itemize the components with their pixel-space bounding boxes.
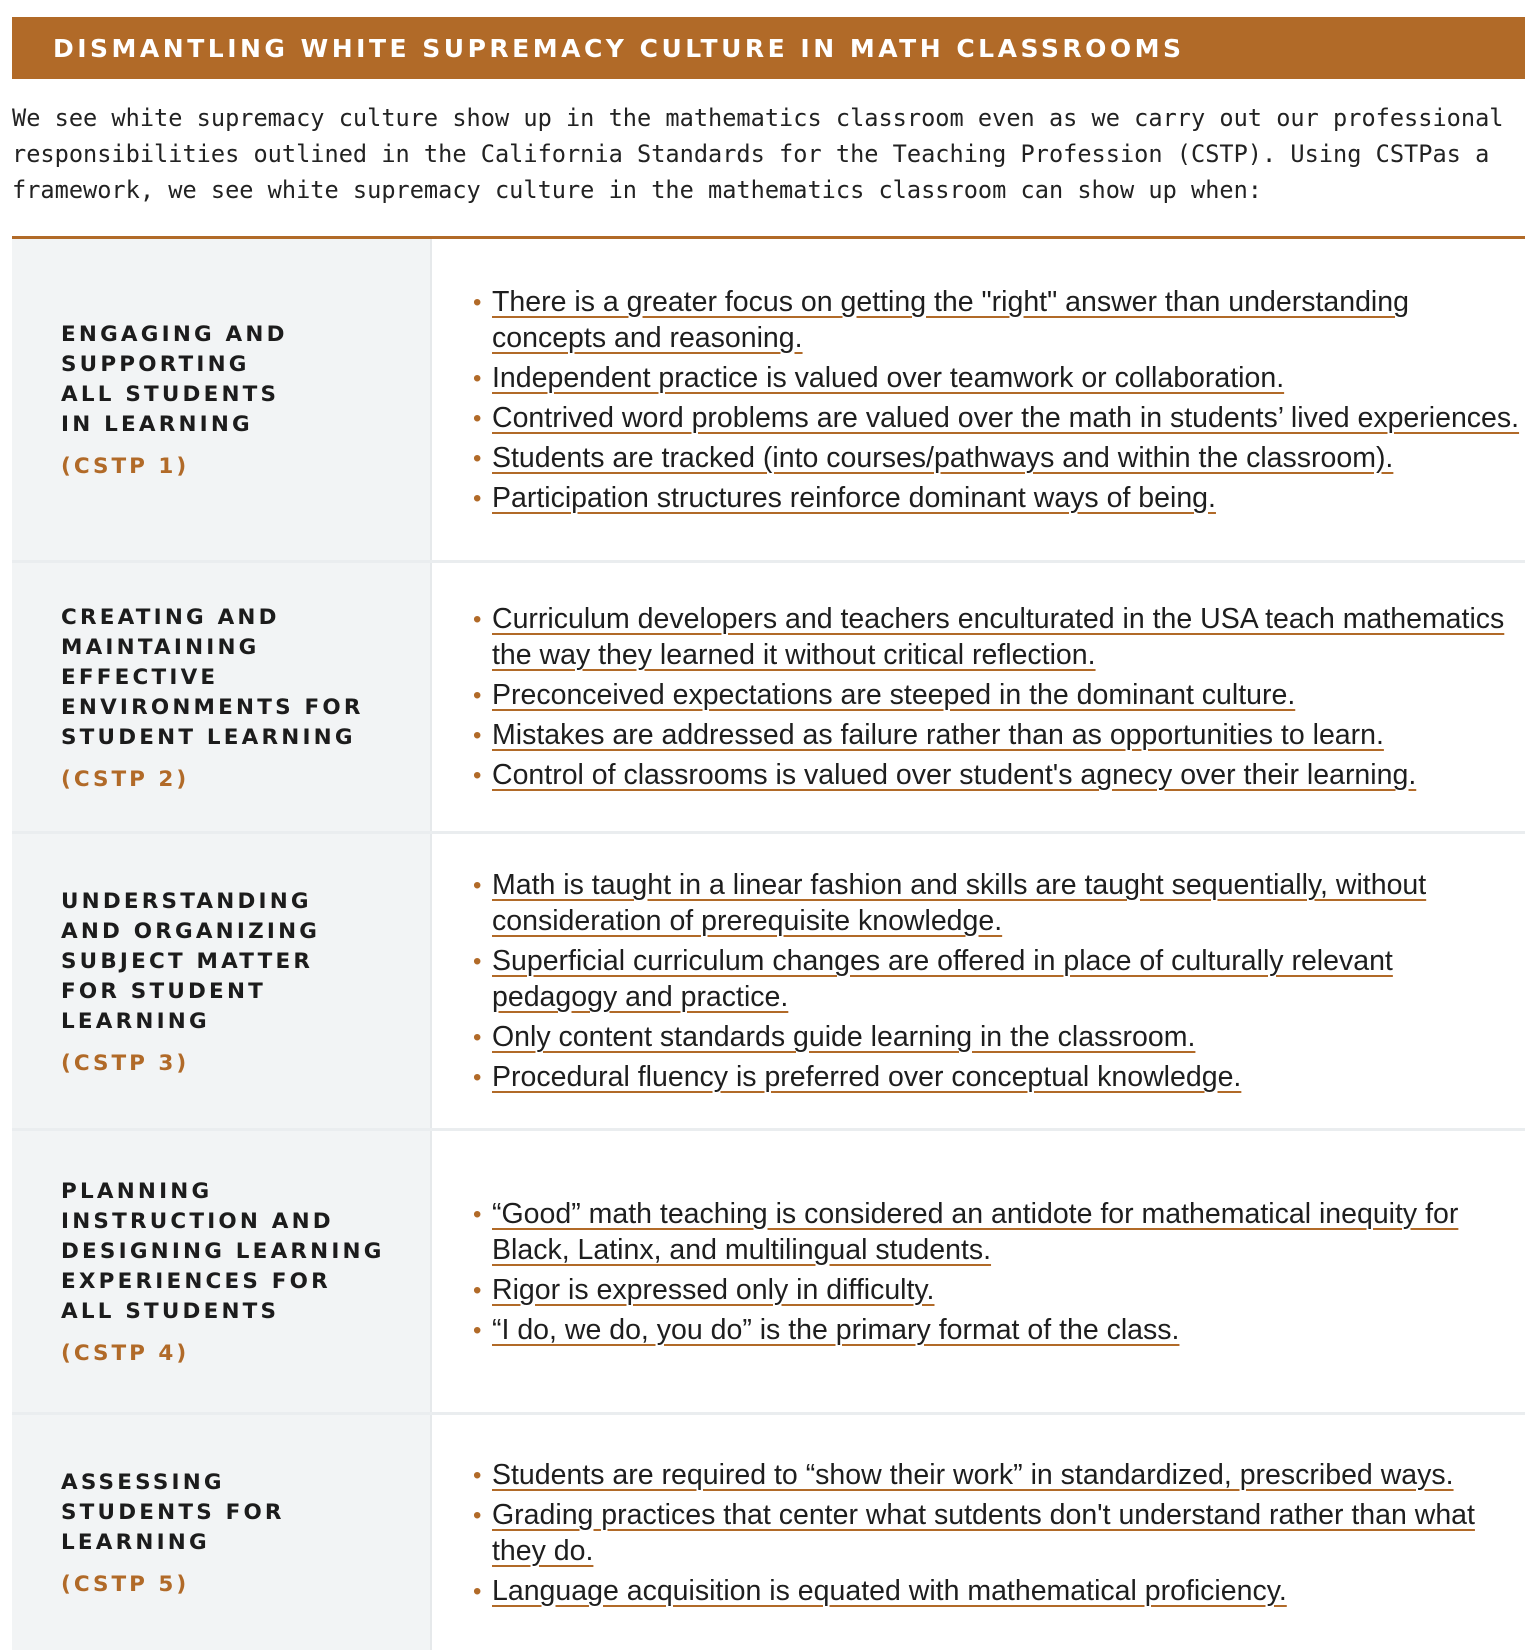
bullet-text: Math is taught in a linear fashion and skills are taught sequentially, without consideration of prerequisite knowledge. [492,869,1427,937]
list-item [472,1573,1525,1609]
bullet-dot-icon: • [473,404,482,432]
list-item [472,400,1525,436]
bullet-dot-icon: • [473,682,482,709]
bullet-text: There is a greater focus on getting the "right" answer than understanding concepts and reasoning. [492,285,1409,354]
standard-label-cell [12,239,432,560]
bullet-list [472,597,1525,797]
cstp-row-2 [12,563,1525,834]
standard-label-cell [12,1415,432,1650]
standard-heading: ENGAGING AND SUPPORTING ALL STUDENTS IN LEARNING [61,322,288,437]
list-item [472,1457,1525,1493]
bullet-text: Only content standards guide learning in the classroom. [492,1021,1196,1053]
bullet-text: “Good” math teaching is considered an antidote for mathematical inequity for Black, Latinx, and multilingual students. [492,1197,1459,1266]
list-item [472,717,1525,753]
standard-code: (CSTP 1) [61,454,190,479]
bullet-text: Grading practices that center what sutdents don't understand rather than what they do. [492,1498,1475,1567]
list-item [472,1019,1525,1055]
list-item [472,284,1525,356]
bullet-dot-icon: • [473,606,482,633]
bullet-list [472,1192,1525,1352]
bullet-dot-icon: • [473,1024,482,1051]
standard-label-cell [12,563,432,831]
list-item [472,1272,1525,1308]
bullet-text: Preconceived expectations are steeped in the dominant culture. [492,679,1296,711]
list-item [472,867,1525,939]
cstp-row-1 [12,239,1525,563]
cstp-row-3 [12,834,1525,1131]
standard-bullets-cell [432,1131,1525,1412]
bullet-text: Students are tracked (into courses/pathways and within the classroom). [492,441,1394,474]
standard-bullets-cell [432,563,1525,831]
intro-paragraph [12,100,1527,208]
bullet-text: Rigor is expressed only in difficulty. [492,1273,935,1306]
bullet-text: Control of classrooms is valued over student's agnecy over their learning. [492,759,1417,791]
bullet-text: Language acquisition is equated with mathematical proficiency. [492,1574,1287,1607]
standard-heading: CREATING AND MAINTAINING EFFECTIVE ENVIRONMENTS FOR STUDENT LEARNING [61,604,364,750]
standard-heading: PLANNING INSTRUCTION AND DESIGNING LEARNING EXPERIENCES FOR ALL STUDENTS [61,1179,385,1324]
title-banner [12,17,1525,79]
standard-code: (CSTP 5) [61,1572,190,1597]
list-item [472,1059,1525,1095]
bullet-text: Mistakes are addressed as failure rather than as opportunities to learn. [492,719,1384,751]
bullet-dot-icon: • [473,1064,482,1091]
list-item [472,1196,1525,1268]
intro-line: responsibilities outlined in the California Standards for the Teaching Profession (CSTP). Using CSTPas a [12,140,1490,168]
bullet-text: Curriculum developers and teachers enculturated in the USA teach mathematics the way they learned it without critical reflection. [492,603,1505,671]
bullet-dot-icon: • [473,872,482,899]
bullet-dot-icon: • [473,1276,482,1304]
bullet-dot-icon: • [473,484,482,512]
standard-bullets-cell [432,1415,1525,1650]
bullet-text: Superficial curriculum changes are offered in place of culturally relevant pedagogy and practice. [492,945,1393,1013]
standard-bullets-cell [432,834,1525,1128]
list-item [472,440,1525,476]
list-item [472,1497,1525,1569]
standard-code: (CSTP 4) [61,1341,190,1366]
bullet-dot-icon: • [473,948,482,975]
bullet-text: Contrived word problems are valued over the math in students’ lived experiences. [492,401,1520,434]
standard-code: (CSTP 3) [61,1050,190,1076]
list-item [472,757,1525,793]
bullet-text: Students are required to “show their work” in standardized, prescribed ways. [492,1458,1454,1491]
bullet-dot-icon: • [473,1200,482,1228]
standard-bullets-cell [432,239,1525,560]
cstp-row-5 [12,1415,1525,1650]
list-item [472,677,1525,713]
cstp-table [12,239,1525,1650]
intro-line: We see white supremacy culture show up in the mathematics classroom even as we carry out our professional [12,104,1504,132]
list-item [472,1312,1525,1348]
cstp-row-4 [12,1131,1525,1415]
bullet-dot-icon: • [473,1316,482,1344]
bullet-dot-icon: • [473,444,482,472]
standard-code: (CSTP 2) [61,766,190,792]
bullet-dot-icon: • [473,762,482,789]
bullet-text: Independent practice is valued over teamwork or collaboration. [492,361,1285,394]
bullet-dot-icon: • [473,1501,482,1529]
bullet-dot-icon: • [473,1577,482,1605]
bullet-list [472,863,1525,1099]
intro-line: framework, we see white supremacy culture in the mathematics classroom can show up when: [12,176,1263,204]
list-item [472,360,1525,396]
standard-label-cell [12,834,432,1128]
list-item [472,601,1525,673]
bullet-text: Procedural fluency is preferred over conceptual knowledge. [492,1061,1242,1093]
standard-heading: ASSESSING STUDENTS FOR LEARNING [61,1470,285,1555]
standard-heading: UNDERSTANDING AND ORGANIZING SUBJECT MATTER FOR STUDENT LEARNING [61,888,321,1034]
bullet-list [472,1453,1525,1613]
bullet-dot-icon: • [473,288,482,316]
list-item [472,480,1525,516]
page-title: DISMANTLING WHITE SUPREMACY CULTURE IN MATH CLASSROOMS [53,33,1185,63]
bullet-dot-icon: • [473,722,482,749]
bullet-text: “I do, we do, you do” is the primary format of the class. [492,1313,1180,1346]
bullet-dot-icon: • [473,364,482,392]
bullet-text: Participation structures reinforce dominant ways of being. [492,481,1216,514]
bullet-list [472,280,1525,520]
standard-label-cell [12,1131,432,1412]
list-item [472,943,1525,1015]
bullet-dot-icon: • [473,1461,482,1489]
